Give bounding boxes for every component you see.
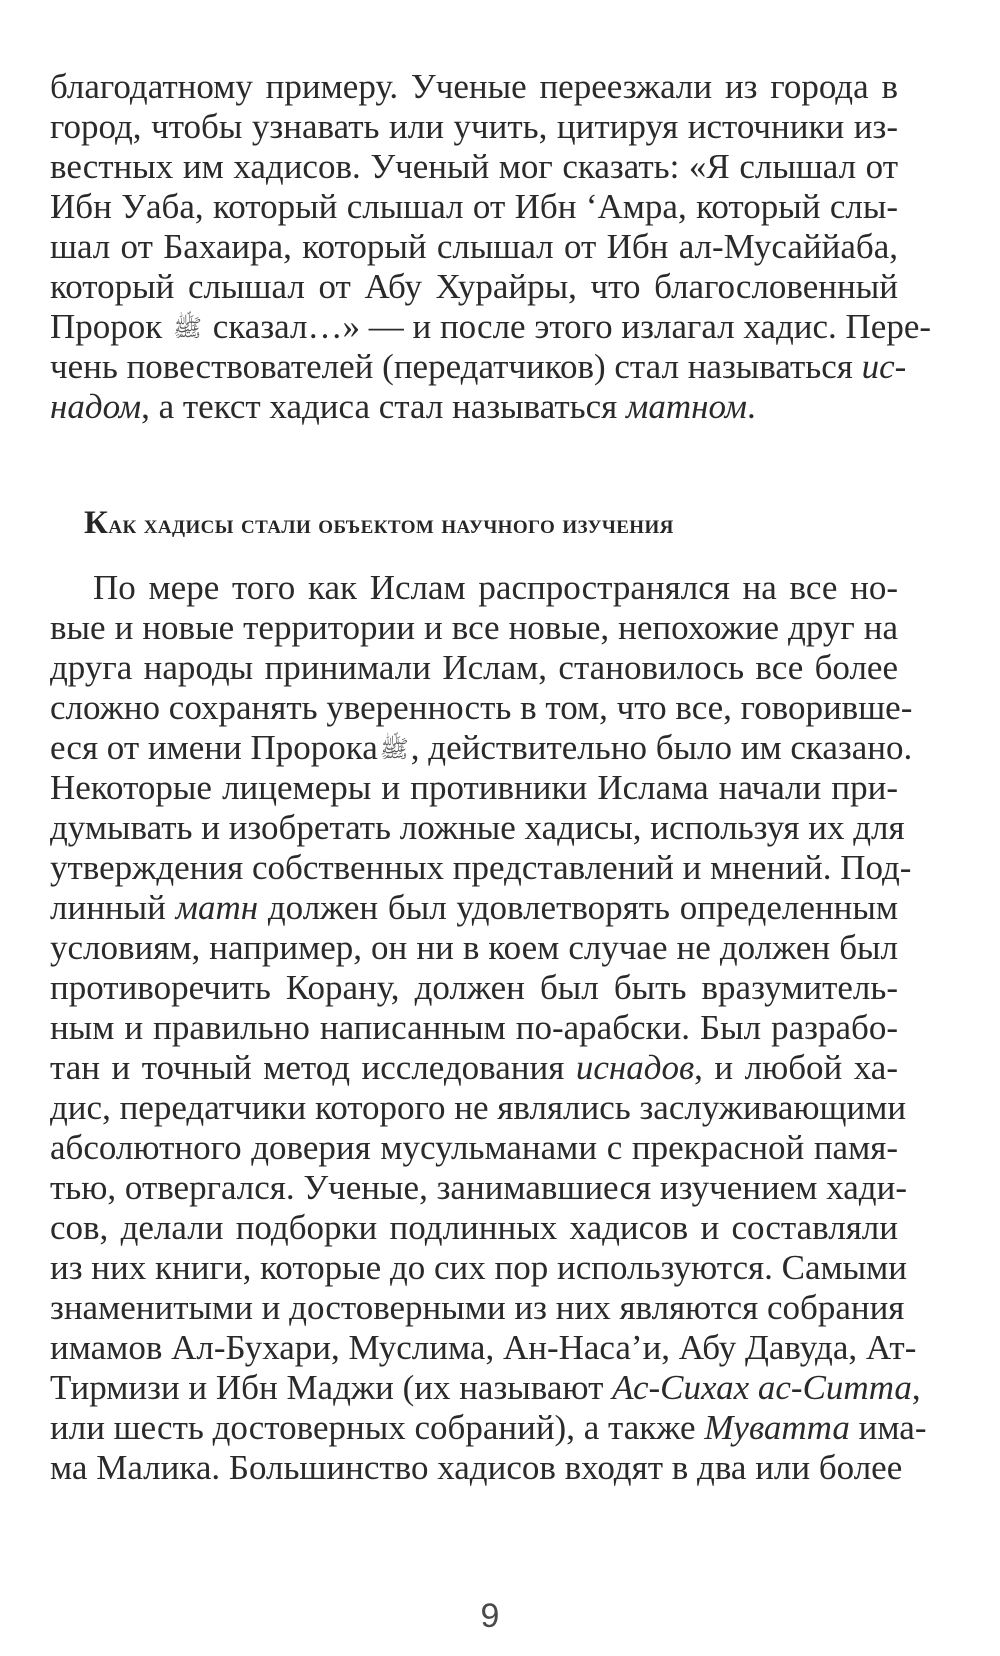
heading-text: ак хадисы стали объектом научного изучения	[108, 509, 674, 539]
text-line	[50, 1408, 927, 1448]
text-line: город, чтобы узнавать или учить, цитируя источники из-	[50, 107, 898, 146]
text-fragment: .	[747, 387, 756, 426]
text-fragment: еся от имени Пророка	[50, 728, 378, 767]
text-line: вые и новые территории и все новые, непохожие друг на	[50, 608, 898, 647]
text-line: противоречить Корану, должен был быть вразумитель-	[50, 968, 898, 1007]
text-line: ным и правильно написанным по-арабски. Был разрабо-	[50, 1008, 898, 1047]
text-fragment: или шесть достоверных собраний), а также	[50, 1408, 696, 1447]
text-fragment: линный	[50, 888, 166, 927]
text-line: сложно сохранять уверенность в том, что все, говорившe-	[50, 688, 913, 727]
italic-term: Ас-Сихах ас-Ситта	[612, 1368, 912, 1407]
text-line	[50, 387, 898, 427]
italic-term: матн	[175, 888, 259, 927]
text-line: знаменитыми и достоверными из них являются собрания	[50, 1288, 905, 1327]
text-line: сов, делали подборки подлинных хадисов и составляли	[50, 1208, 898, 1247]
text-fragment: сказал…» — и после этого излагал хадис. Пере-	[212, 307, 932, 346]
section-heading	[84, 506, 884, 541]
heading-initial: К	[84, 505, 109, 541]
text-fragment: , действительно было им сказано.	[410, 728, 913, 767]
text-fragment: има-	[858, 1408, 927, 1447]
text-line: По мере того как Ислам распространялся на все но-	[93, 568, 898, 607]
text-line: который слышал от Абу Хурайры, что благословенный	[50, 267, 898, 306]
italic-term: матном	[626, 387, 748, 426]
page-number: 9	[480, 1597, 500, 1635]
text-line: друга народы принимали Ислам, становилось все более	[50, 648, 898, 687]
text-fragment: должен был удовлетворять определенным	[267, 888, 899, 927]
honorific-symbol-icon: ﷺ	[173, 316, 203, 342]
text-fragment: ,	[911, 1368, 921, 1407]
italic-term: Муватта	[704, 1408, 850, 1447]
text-line: имамов Ал-Бухари, Муслима, Ан-Наса’и, Абу Давуда, Ат-	[50, 1328, 917, 1367]
text-line: из них книги, которые до сих пор используются. Самыми	[50, 1248, 908, 1287]
text-fragment: чень повествователей (передатчиков) стал называться	[50, 347, 853, 386]
text-line: ма Малика. Большинство хадисов входят в два или более	[50, 1448, 903, 1487]
text-line: думывать и изобретать ложные хадисы, используя их для	[50, 808, 905, 847]
text-line: шал от Бахаира, который слышал от Ибн ал-Мусаййаба,	[50, 227, 898, 266]
honorific-symbol-icon: ﷺ	[379, 737, 409, 763]
text-line: утверждения собственных представлений и мнений. Под-	[50, 848, 912, 887]
text-line: тью, отвергался. Ученые, занимавшиеся изучением хади-	[50, 1168, 907, 1207]
text-line	[50, 1048, 898, 1088]
italic-term: ис-	[861, 347, 907, 386]
text-line: Некоторые лицемеры и противники Ислама начали при-	[50, 768, 898, 807]
italic-term: иснадов	[575, 1048, 695, 1087]
text-fragment: , и любой ха-	[694, 1048, 898, 1087]
text-line: вестных им хадисов. Ученый мог сказать: «Я слышал от	[50, 147, 898, 186]
text-fragment: тан и точный метод исследования	[50, 1048, 565, 1087]
text-line	[50, 888, 898, 928]
text-line: абсолютного доверия мусульманами с прекрасной памя-	[50, 1128, 898, 1167]
text-line	[50, 728, 913, 770]
text-line: Ибн Уаба, который слышал от Ибн ‘Амра, который слы-	[50, 187, 898, 226]
text-line	[50, 307, 932, 349]
text-line: благодатному примеру. Ученые переезжали из города в	[50, 67, 898, 106]
text-line	[50, 1368, 921, 1408]
italic-term: надом	[50, 387, 142, 426]
text-fragment: Пророк	[50, 307, 163, 346]
text-line	[50, 347, 907, 387]
text-line: условиям, например, он ни в коем случае не должен был	[50, 928, 898, 967]
text-fragment: Тирмизи и Ибн Маджи (их называют	[50, 1368, 604, 1407]
text-line: дис, передатчики которого не являлись заслуживающими	[50, 1088, 907, 1127]
text-fragment: , а текст хадиса стал называться	[141, 387, 618, 426]
